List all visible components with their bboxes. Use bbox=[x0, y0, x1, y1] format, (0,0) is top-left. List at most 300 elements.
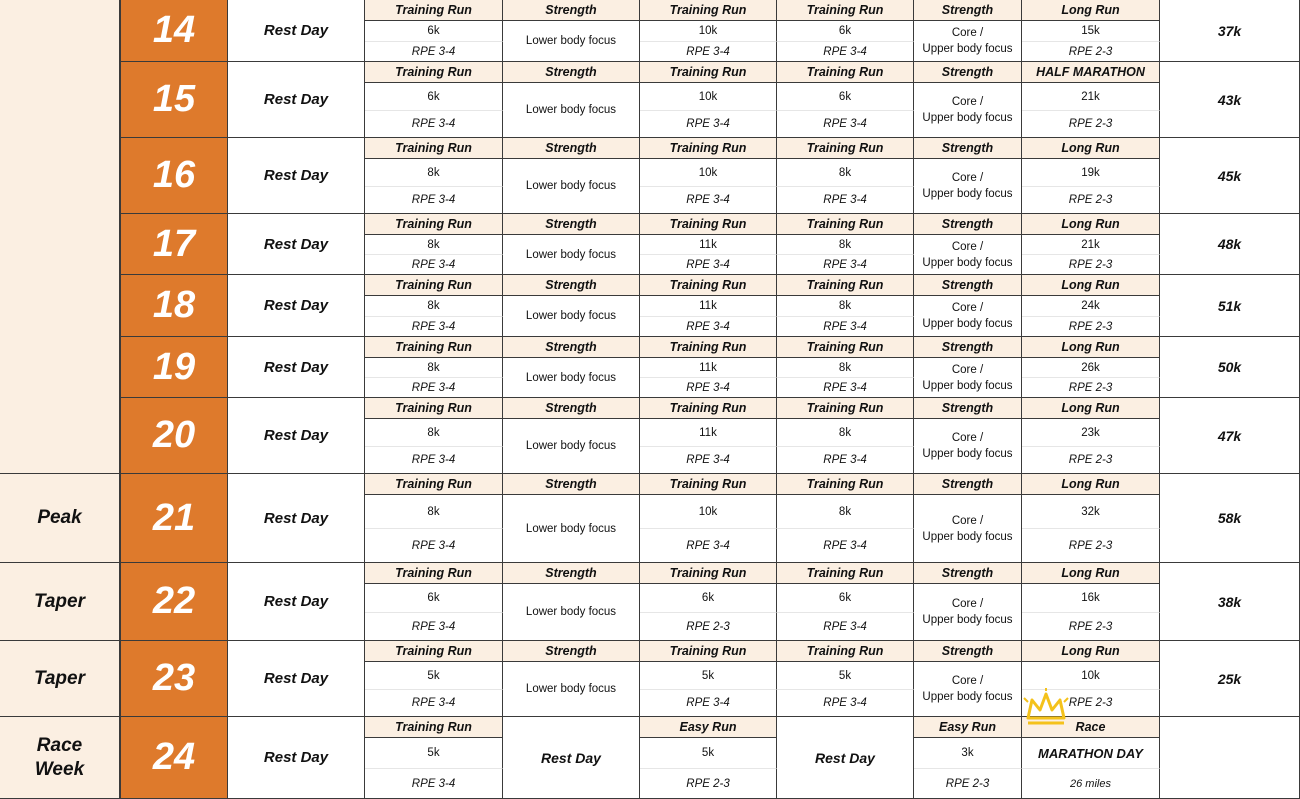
rpe-value: RPE 3-4 bbox=[823, 539, 867, 552]
day-header-label: Training Run bbox=[395, 720, 472, 734]
weekly-total-cell bbox=[1160, 474, 1300, 563]
day-header-label: Easy Run bbox=[939, 720, 996, 734]
phase-cell bbox=[0, 563, 120, 641]
distance-value: 26k bbox=[1081, 361, 1100, 374]
workout-focus-cell bbox=[503, 358, 640, 398]
distance-cell bbox=[365, 21, 503, 42]
effort-cell bbox=[777, 447, 914, 474]
weekly-total: 45k bbox=[1217, 167, 1242, 184]
monday-cell bbox=[228, 214, 365, 275]
distance-cell bbox=[365, 358, 503, 378]
day-header-label: Training Run bbox=[395, 3, 472, 17]
day-header bbox=[1022, 474, 1160, 495]
workout-focus-cell bbox=[914, 83, 1022, 138]
day-header bbox=[777, 138, 914, 159]
day-header bbox=[1022, 275, 1160, 296]
week-number-label: 18 bbox=[152, 284, 196, 326]
day-header-label: Training Run bbox=[395, 217, 472, 231]
distance-value: 8k bbox=[427, 505, 440, 518]
day-header-label: Long Run bbox=[1061, 3, 1120, 17]
week-number-label: 19 bbox=[152, 345, 196, 388]
day-header-label: Strength bbox=[545, 65, 597, 79]
day-header bbox=[640, 337, 777, 358]
race-name: MARATHON DAY bbox=[1038, 745, 1143, 761]
monday-label: Rest Day bbox=[263, 593, 329, 610]
day-header bbox=[777, 62, 914, 83]
monday-cell bbox=[228, 337, 365, 398]
effort-cell bbox=[365, 529, 503, 563]
day-header-label: Strength bbox=[545, 340, 597, 354]
weekly-total: 47k bbox=[1217, 427, 1242, 444]
workout-focus-cell bbox=[914, 419, 1022, 474]
day-header bbox=[503, 62, 640, 83]
rpe-value: RPE 3-4 bbox=[686, 194, 730, 206]
rpe-value: RPE 2-3 bbox=[1068, 454, 1113, 466]
effort-cell bbox=[365, 42, 503, 62]
day-header bbox=[503, 0, 640, 21]
day-header bbox=[365, 337, 503, 358]
day-header-label: Long Run bbox=[1061, 217, 1120, 231]
day-header bbox=[1022, 0, 1160, 21]
distance-cell bbox=[365, 235, 503, 255]
day-header bbox=[365, 0, 503, 21]
day-header-label: Training Run bbox=[395, 477, 472, 491]
effort-cell bbox=[777, 529, 914, 563]
day-header bbox=[503, 474, 640, 495]
rpe-value: RPE 2-3 bbox=[686, 620, 730, 633]
distance-cell bbox=[365, 83, 503, 111]
day-header-label: Training Run bbox=[395, 401, 472, 415]
monday-cell bbox=[228, 398, 365, 474]
distance-value: 3k bbox=[961, 747, 974, 759]
workout-focus-line: Lower body focus bbox=[525, 104, 617, 116]
effort-cell bbox=[640, 255, 777, 275]
day-header bbox=[1022, 62, 1160, 83]
day-header bbox=[640, 275, 777, 296]
weekly-total-cell bbox=[1160, 398, 1300, 474]
distance-value: 8k bbox=[427, 300, 440, 312]
weekly-total: 58k bbox=[1217, 510, 1242, 526]
day-header-label: Training Run bbox=[395, 566, 472, 580]
distance-cell bbox=[640, 495, 777, 529]
workout-focus-line: Core / bbox=[951, 363, 984, 376]
day-header-label: Long Run bbox=[1061, 477, 1120, 491]
monday-label: Rest Day bbox=[263, 297, 329, 314]
workout-focus-cell bbox=[503, 584, 640, 641]
distance-value: 10k bbox=[698, 505, 718, 518]
day-header-label: Training Run bbox=[395, 340, 472, 354]
week-number bbox=[120, 337, 228, 398]
day-header-label: Strength bbox=[941, 566, 994, 580]
day-header-label: Strength bbox=[545, 477, 597, 491]
distance-cell bbox=[1022, 83, 1160, 111]
day-header bbox=[1022, 138, 1160, 159]
day-header-label: Strength bbox=[941, 217, 994, 231]
rest-day-label: Rest Day bbox=[541, 749, 601, 766]
day-header bbox=[640, 717, 777, 738]
monday-label: Rest Day bbox=[263, 427, 329, 444]
week-number-label: 20 bbox=[152, 414, 196, 456]
day-header bbox=[777, 563, 914, 584]
rpe-value: RPE 3-4 bbox=[411, 320, 456, 333]
weekly-total-cell bbox=[1160, 62, 1300, 138]
rpe-value: RPE 3-4 bbox=[411, 194, 456, 206]
rpe-value: RPE 3-4 bbox=[411, 381, 456, 394]
monday-cell bbox=[228, 0, 365, 62]
distance-cell bbox=[640, 584, 777, 613]
effort-cell bbox=[640, 529, 777, 563]
distance-value: 16k bbox=[1081, 592, 1100, 604]
distance-value: 10k bbox=[698, 90, 718, 103]
day-header bbox=[365, 563, 503, 584]
workout-focus-cell bbox=[914, 159, 1022, 214]
day-header-label: Training Run bbox=[669, 141, 747, 155]
monday-label: Rest Day bbox=[263, 749, 329, 766]
day-header-label: Training Run bbox=[806, 644, 884, 658]
workout-focus-cell bbox=[914, 495, 1022, 563]
monday-label: Rest Day bbox=[263, 167, 329, 184]
distance-value: 11k bbox=[699, 300, 717, 312]
distance-value: 21k bbox=[1081, 90, 1100, 103]
workout-focus-line: Lower body focus bbox=[525, 683, 617, 695]
workout-focus-line: Upper body focus bbox=[922, 448, 1013, 460]
day-header bbox=[777, 474, 914, 495]
effort-cell bbox=[365, 613, 503, 641]
rpe-value: RPE 3-4 bbox=[686, 320, 730, 333]
workout-focus-line: Upper body focus bbox=[922, 379, 1013, 392]
workout-focus-line: Upper body focus bbox=[922, 43, 1013, 55]
effort-cell bbox=[365, 187, 503, 214]
distance-value: 8k bbox=[838, 505, 852, 518]
day-header bbox=[914, 0, 1022, 21]
day-header bbox=[914, 138, 1022, 159]
workout-focus-line: Upper body focus bbox=[922, 691, 1013, 703]
day-header-label: Easy Run bbox=[679, 720, 737, 734]
effort-cell bbox=[640, 613, 777, 641]
day-header-label: Race bbox=[1075, 720, 1106, 734]
workout-focus-cell bbox=[914, 584, 1022, 641]
distance-value: 6k bbox=[838, 592, 852, 604]
rpe-value: RPE 3-4 bbox=[686, 454, 730, 466]
day-header bbox=[914, 717, 1022, 738]
rpe-value: RPE 3-4 bbox=[411, 118, 456, 130]
workout-focus-cell bbox=[914, 662, 1022, 717]
day-header-label: Strength bbox=[941, 141, 994, 155]
distance-value: 6k bbox=[838, 90, 852, 103]
distance-cell bbox=[777, 159, 914, 187]
weekly-total-cell bbox=[1160, 0, 1300, 62]
week-number bbox=[120, 641, 228, 717]
effort-cell bbox=[1022, 317, 1160, 337]
weekly-total-cell bbox=[1160, 214, 1300, 275]
monday-label: Rest Day bbox=[263, 22, 329, 39]
distance-value: 6k bbox=[838, 25, 852, 37]
day-header bbox=[777, 641, 914, 662]
workout-focus-cell bbox=[503, 235, 640, 275]
day-header-label: Training Run bbox=[669, 340, 747, 354]
day-header bbox=[777, 398, 914, 419]
weekly-total: 48k bbox=[1217, 236, 1242, 252]
distance-value: 8k bbox=[838, 426, 852, 439]
day-header bbox=[1022, 337, 1160, 358]
phase-cell bbox=[0, 0, 120, 474]
rpe-value: RPE 2-3 bbox=[686, 777, 730, 790]
week-number bbox=[120, 474, 228, 563]
week-number-label: 22 bbox=[152, 580, 196, 622]
week-number-label: 17 bbox=[152, 222, 196, 265]
workout-focus-cell bbox=[503, 662, 640, 717]
week-number bbox=[120, 275, 228, 337]
day-header-label: Strength bbox=[941, 65, 994, 79]
workout-focus-cell bbox=[503, 21, 640, 62]
distance-cell bbox=[365, 662, 503, 690]
workout-focus-cell bbox=[914, 358, 1022, 398]
distance-cell bbox=[640, 662, 777, 690]
week-number bbox=[120, 717, 228, 799]
distance-value: 15k bbox=[1081, 25, 1100, 37]
distance-cell bbox=[777, 83, 914, 111]
rpe-value: RPE 3-4 bbox=[823, 454, 867, 466]
day-header-label: Training Run bbox=[669, 65, 747, 79]
effort-cell bbox=[777, 42, 914, 62]
effort-cell bbox=[1022, 529, 1160, 563]
workout-focus-line: Lower body focus bbox=[525, 35, 617, 47]
monday-cell bbox=[228, 474, 365, 563]
rpe-value: RPE 3-4 bbox=[823, 320, 867, 333]
weekly-total: 50k bbox=[1217, 359, 1242, 375]
weekly-total: 51k bbox=[1217, 297, 1242, 314]
distance-value: 11k bbox=[699, 238, 717, 251]
workout-focus-line: Lower body focus bbox=[525, 248, 617, 261]
day-header-label: Training Run bbox=[806, 401, 884, 415]
day-header bbox=[640, 62, 777, 83]
effort-cell bbox=[1022, 690, 1160, 717]
distance-value: 23k bbox=[1081, 426, 1100, 439]
workout-focus-line: Upper body focus bbox=[922, 614, 1013, 626]
distance-value: 6k bbox=[701, 592, 715, 604]
effort-cell bbox=[1022, 255, 1160, 275]
day-header-label: Long Run bbox=[1061, 141, 1120, 155]
effort-cell bbox=[640, 42, 777, 62]
weekly-total: 43k bbox=[1217, 91, 1242, 108]
rpe-value: RPE 3-4 bbox=[411, 777, 456, 790]
effort-cell bbox=[640, 378, 777, 398]
distance-cell bbox=[640, 738, 777, 769]
effort-cell bbox=[365, 447, 503, 474]
day-header-label: Training Run bbox=[669, 566, 747, 580]
day-header bbox=[365, 474, 503, 495]
weekly-total-cell bbox=[1160, 337, 1300, 398]
day-header bbox=[365, 62, 503, 83]
workout-focus-line: Lower body focus bbox=[525, 310, 617, 322]
day-header-label: Training Run bbox=[806, 141, 884, 155]
day-header bbox=[365, 214, 503, 235]
day-header-label: Strength bbox=[941, 278, 994, 292]
day-header-label: Long Run bbox=[1061, 644, 1120, 658]
distance-value: 11k bbox=[699, 426, 717, 439]
day-header-label: Training Run bbox=[669, 278, 747, 292]
distance-value: 6k bbox=[427, 25, 440, 37]
day-header-label: Strength bbox=[545, 141, 597, 155]
effort-cell bbox=[777, 255, 914, 275]
distance-value: 8k bbox=[838, 238, 852, 251]
effort-cell bbox=[640, 447, 777, 474]
workout-focus-line: Core / bbox=[951, 96, 984, 108]
workout-focus-line: Core / bbox=[951, 598, 984, 610]
weekly-total-cell bbox=[1160, 641, 1300, 717]
distance-cell bbox=[365, 159, 503, 187]
week-number-label: 24 bbox=[152, 736, 196, 778]
effort-cell bbox=[777, 378, 914, 398]
monday-label: Rest Day bbox=[263, 358, 329, 376]
distance-cell bbox=[777, 296, 914, 317]
phase-label: Taper bbox=[33, 590, 86, 612]
day-header-label: Training Run bbox=[395, 141, 472, 155]
distance-cell bbox=[1022, 738, 1160, 769]
monday-label: Rest Day bbox=[263, 670, 329, 687]
distance-value: 5k bbox=[838, 669, 852, 682]
effort-cell bbox=[365, 317, 503, 337]
effort-cell bbox=[1022, 378, 1160, 398]
workout-focus-line: Upper body focus bbox=[922, 318, 1013, 330]
distance-cell bbox=[640, 235, 777, 255]
rpe-value: RPE 3-4 bbox=[823, 697, 867, 709]
distance-cell bbox=[777, 21, 914, 42]
day-header bbox=[503, 337, 640, 358]
day-header bbox=[914, 214, 1022, 235]
workout-focus-line: Core / bbox=[951, 675, 984, 687]
distance-cell bbox=[640, 159, 777, 187]
rpe-value: RPE 3-4 bbox=[823, 381, 867, 394]
day-header bbox=[365, 717, 503, 738]
day-header bbox=[365, 275, 503, 296]
distance-cell bbox=[365, 419, 503, 447]
rpe-value: RPE 3-4 bbox=[411, 697, 456, 709]
day-header-label: Strength bbox=[941, 340, 994, 354]
day-header-label: Training Run bbox=[669, 477, 747, 491]
day-header-label: Long Run bbox=[1061, 278, 1120, 292]
distance-value: 11k bbox=[699, 361, 717, 374]
day-header bbox=[503, 641, 640, 662]
week-number-label: 15 bbox=[152, 78, 196, 120]
distance-value: 21k bbox=[1081, 238, 1100, 251]
rpe-value: RPE 3-4 bbox=[686, 258, 730, 271]
weekly-total: 25k bbox=[1217, 670, 1242, 687]
distance-value: 32k bbox=[1081, 505, 1100, 518]
rpe-value: RPE 3-4 bbox=[411, 45, 456, 58]
rpe-value: RPE 3-4 bbox=[823, 258, 867, 271]
monday-label: Rest Day bbox=[263, 91, 329, 108]
effort-cell bbox=[777, 613, 914, 641]
day-header bbox=[914, 275, 1022, 296]
day-header bbox=[777, 214, 914, 235]
day-header-label: Training Run bbox=[669, 217, 747, 231]
rpe-value: RPE 3-4 bbox=[411, 620, 456, 633]
day-header bbox=[914, 62, 1022, 83]
day-header bbox=[640, 474, 777, 495]
distance-cell bbox=[1022, 235, 1160, 255]
distance-cell bbox=[640, 83, 777, 111]
day-header-label: Strength bbox=[545, 566, 597, 580]
day-header-label: Training Run bbox=[395, 65, 472, 79]
rpe-value: RPE 3-4 bbox=[411, 539, 456, 552]
distance-value: 10k bbox=[698, 25, 718, 37]
monday-cell bbox=[228, 717, 365, 799]
day-header bbox=[365, 641, 503, 662]
day-header-label: Strength bbox=[941, 644, 994, 658]
workout-focus-line: Core / bbox=[951, 172, 984, 184]
workout-focus-line: Upper body focus bbox=[922, 188, 1013, 200]
distance-value: 8k bbox=[427, 361, 440, 374]
weekly-total: 37k bbox=[1217, 22, 1242, 39]
monday-label: Rest Day bbox=[263, 509, 329, 527]
day-header-label: Training Run bbox=[806, 217, 884, 231]
phase-cell bbox=[0, 717, 120, 799]
day-header bbox=[1022, 717, 1160, 738]
workout-focus-cell bbox=[914, 21, 1022, 62]
effort-cell bbox=[1022, 187, 1160, 214]
workout-focus-line: Upper body focus bbox=[922, 256, 1013, 269]
monday-cell bbox=[228, 138, 365, 214]
effort-cell bbox=[640, 317, 777, 337]
day-header-label: Strength bbox=[545, 3, 597, 17]
day-header-label: Training Run bbox=[806, 278, 884, 292]
day-header-label: HALF MARATHON bbox=[1036, 65, 1145, 79]
day-header-label: Strength bbox=[545, 401, 597, 415]
effort-cell bbox=[1022, 447, 1160, 474]
workout-focus-cell bbox=[503, 419, 640, 474]
distance-value: 10k bbox=[698, 166, 718, 179]
week-number bbox=[120, 398, 228, 474]
rpe-value: RPE 2-3 bbox=[945, 777, 990, 790]
distance-cell bbox=[1022, 419, 1160, 447]
distance-value: 8k bbox=[838, 361, 852, 374]
distance-value: 10k bbox=[1081, 669, 1100, 682]
day-header-label: Long Run bbox=[1061, 401, 1120, 415]
monday-label: Rest Day bbox=[263, 235, 329, 253]
effort-cell bbox=[640, 769, 777, 799]
day-header bbox=[503, 275, 640, 296]
day-header bbox=[914, 337, 1022, 358]
day-header bbox=[640, 398, 777, 419]
effort-cell bbox=[640, 187, 777, 214]
rpe-value: RPE 2-3 bbox=[1068, 381, 1113, 394]
effort-cell bbox=[365, 769, 503, 799]
rpe-value: RPE 3-4 bbox=[411, 258, 456, 271]
day-header bbox=[503, 398, 640, 419]
day-header-label: Strength bbox=[941, 401, 994, 415]
weekly-total-cell bbox=[1160, 275, 1300, 337]
workout-focus-cell bbox=[503, 495, 640, 563]
week-number-label: 21 bbox=[152, 496, 196, 539]
rpe-value: RPE 3-4 bbox=[686, 118, 730, 130]
distance-cell bbox=[777, 495, 914, 529]
day-header bbox=[914, 641, 1022, 662]
effort-cell bbox=[777, 317, 914, 337]
day-header-label: Strength bbox=[941, 3, 994, 17]
distance-cell bbox=[640, 296, 777, 317]
distance-cell bbox=[777, 235, 914, 255]
day-header-label: Training Run bbox=[669, 644, 747, 658]
distance-cell bbox=[777, 358, 914, 378]
distance-value: 6k bbox=[427, 592, 440, 604]
phase-label: Race Week bbox=[34, 734, 85, 780]
distance-cell bbox=[1022, 584, 1160, 613]
effort-cell bbox=[1022, 111, 1160, 138]
workout-focus-cell bbox=[914, 296, 1022, 337]
day-header-label: Training Run bbox=[806, 3, 884, 17]
day-header-label: Training Run bbox=[395, 278, 472, 292]
